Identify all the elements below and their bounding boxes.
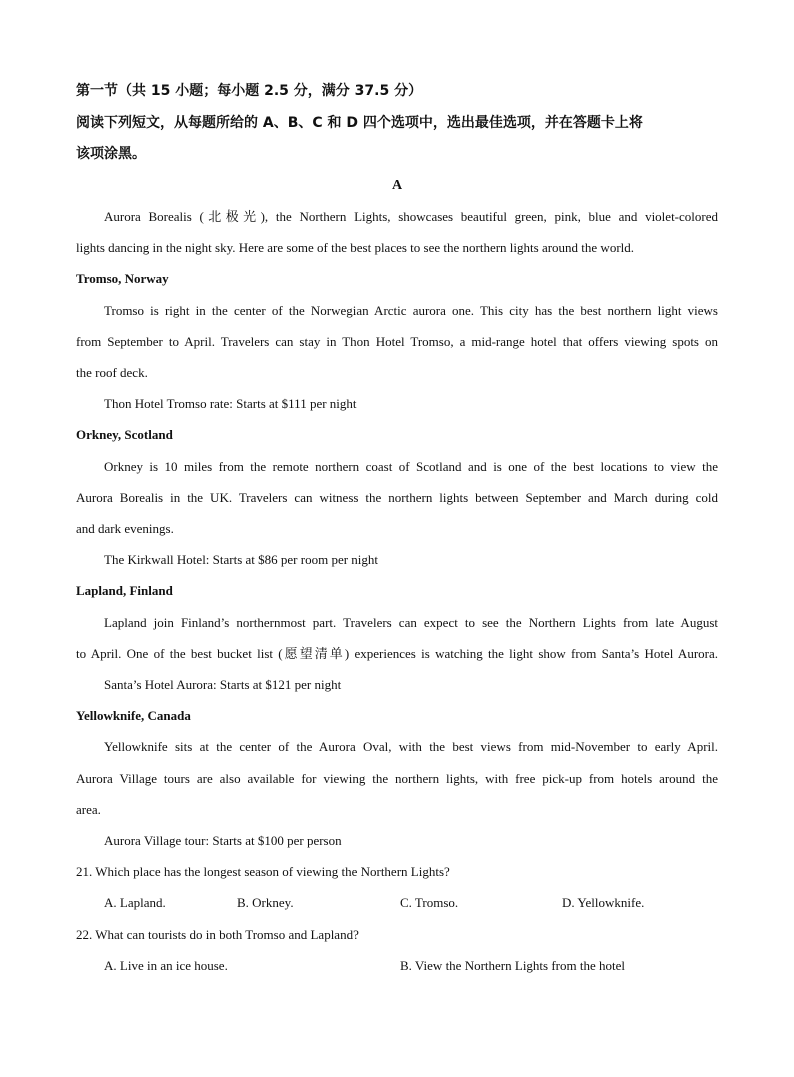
- section-title: 第一节（共 15 小题；每小题 2.5 分，满分 37.5 分）: [76, 83, 423, 99]
- question-21-option-a: A. Lapland.: [104, 895, 166, 910]
- place-heading-tromso: Tromso, Norway: [76, 271, 169, 286]
- tromso-rate: Thon Hotel Tromso rate: Starts at $111 per night: [104, 396, 357, 411]
- section-instruction-line-2: 该项涂黑。: [76, 146, 146, 162]
- yellowknife-rate: Aurora Village tour: Starts at $100 per person: [104, 833, 342, 848]
- intro-line-2: lights dancing in the night sky. Here are some of the best places to see the northern lights around the world.: [76, 240, 635, 255]
- place-heading-lapland: Lapland, Finland: [76, 583, 173, 598]
- question-21-option-c: C. Tromso.: [400, 895, 459, 910]
- question-22-stem: 22. What can tourists do in both Tromso and Lapland?: [76, 927, 359, 942]
- tromso-desc-line-2: from September to April. Travelers can stay in Thon Hotel Tromso, a mid-range hotel that offers viewing spots on: [76, 334, 718, 349]
- tromso-desc-line-3: the roof deck.: [76, 365, 148, 380]
- orkney-desc-line-3: and dark evenings.: [76, 521, 174, 536]
- question-22-option-b: B. View the Northern Lights from the hotel: [400, 958, 625, 973]
- question-21-stem: 21. Which place has the longest season of viewing the Northern Lights?: [76, 864, 450, 879]
- lapland-desc-line-1: Lapland join Finland’s northernmost part. Travelers can expect to see the Northern Lights from late August: [104, 615, 718, 630]
- lapland-desc-line-2: to April. One of the best bucket list (愿望清单) experiences is watching the light show from Santa’s Hotel Aurora.: [76, 646, 718, 661]
- lapland-rate: Santa’s Hotel Aurora: Starts at $121 per night: [104, 677, 342, 692]
- intro-line-1: Aurora Borealis (北极光), the Northern Lights, showcases beautiful green, pink, blue and violet-colored: [104, 209, 718, 224]
- orkney-desc-line-1: Orkney is 10 miles from the remote northern coast of Scotland and is one of the best locations to view the: [104, 459, 718, 474]
- yellowknife-desc-line-2: Aurora Village tours are also available for viewing the northern lights, with free pick-up from hotels around the: [76, 771, 718, 786]
- tromso-desc-line-1: Tromso is right in the center of the Norwegian Arctic aurora one. This city has the best northern light views: [104, 303, 718, 318]
- section-instruction-line-1: 阅读下列短文，从每题所给的 A、B、C 和 D 四个选项中，选出最佳选项，并在答题卡上将: [76, 115, 643, 131]
- orkney-desc-line-2: Aurora Borealis in the UK. Travelers can witness the northern lights between September and March during cold: [76, 490, 718, 505]
- question-22-option-a: A. Live in an ice house.: [104, 958, 228, 973]
- yellowknife-desc-line-1: Yellowknife sits at the center of the Aurora Oval, with the best views from mid-November to early April.: [104, 739, 718, 754]
- orkney-rate: The Kirkwall Hotel: Starts at $86 per room per night: [104, 552, 379, 567]
- yellowknife-desc-line-3: area.: [76, 802, 101, 817]
- place-heading-yellowknife: Yellowknife, Canada: [76, 708, 191, 723]
- passage-label: A: [391, 178, 403, 193]
- question-21-option-d: D. Yellowknife.: [562, 895, 645, 910]
- place-heading-orkney: Orkney, Scotland: [76, 427, 173, 442]
- question-21-option-b: B. Orkney.: [237, 895, 294, 910]
